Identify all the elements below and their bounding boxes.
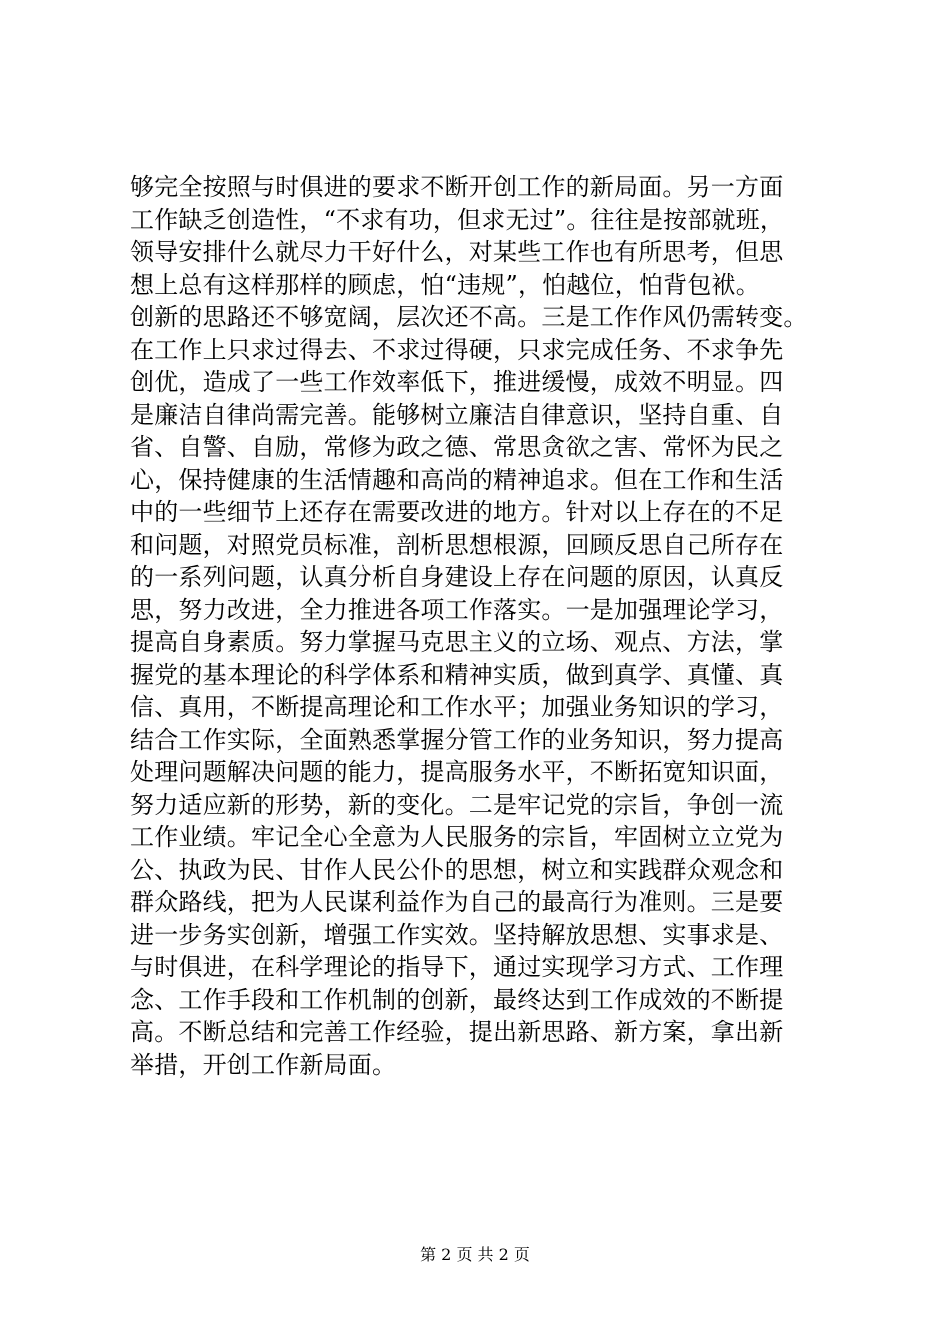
- text-line: 结合工作实际，全面熟悉掌握分管工作的业务知识，努力提高: [130, 725, 784, 754]
- text-line: 努力适应新的形势，新的变化。二是牢记党的宗旨，争创一流: [130, 790, 784, 819]
- text-line: 想上总有这样那样的顾虑，怕“违规”，怕越位，怕背包袱。: [130, 270, 760, 299]
- text-line: 领导安排什么就尽力干好什么，对某些工作也有所思考，但思: [130, 238, 784, 266]
- text-line: 握党的基本理论的科学体系和精神实质，做到真学、真懂、真: [130, 660, 784, 689]
- text-line: 念、工作手段和工作机制的创新，最终达到工作成效的不断提: [130, 985, 784, 1014]
- text-line: 工作业绩。牢记全心全意为人民服务的宗旨，牢固树立立党为: [130, 823, 784, 851]
- text-line: 省、自警、自励，常修为政之德、常思贪欲之害、常怀为民之: [130, 433, 784, 461]
- text-line: 中的一些细节上还存在需要改进的地方。针对以上存在的不足: [130, 498, 784, 526]
- text-line: 处理问题解决问题的能力，提高服务水平，不断拓宽知识面，: [130, 758, 784, 786]
- text-line: 够完全按照与时俱进的要求不断开创工作的新局面。另一方面: [130, 173, 784, 201]
- page-footer: [0, 1245, 950, 1265]
- text-line: 创优，造成了一些工作效率低下，推进缓慢，成效不明显。四: [130, 368, 784, 396]
- text-line: 是廉洁自律尚需完善。能够树立廉洁自律意识，坚持自重、自: [130, 400, 784, 429]
- text-line: 的一系列问题，认真分析自身建设上存在问题的原因，认真反: [130, 563, 784, 591]
- text-line: 举措，开创工作新局面。: [130, 1050, 397, 1079]
- text-line: 公、执政为民、甘作人民公仆的思想，树立和实践群众观念和: [130, 855, 784, 884]
- text-line: 高。不断总结和完善工作经验，提出新思路、新方案，拿出新: [130, 1018, 784, 1046]
- text-line: 心，保持健康的生活情趣和高尚的精神追求。但在工作和生活: [130, 465, 784, 494]
- text-line: 群众路线，把为人民谋利益作为自己的最高行为准则。三是要: [130, 888, 784, 916]
- body-text: [130, 171, 855, 1081]
- text-line: 与时俱进，在科学理论的指导下，通过实现学习方式、工作理: [130, 953, 784, 981]
- text-line: 提高自身素质。努力掌握马克思主义的立场、观点、方法，掌: [130, 628, 784, 656]
- text-line: 工作缺乏创造性，“不求有功，但求无过”。往往是按部就班，: [130, 205, 785, 234]
- page-number: 第 2 页 共 2 页: [420, 1245, 530, 1264]
- text-line: 创新的思路还不够宽阔，层次还不高。三是工作作风仍需转变。: [130, 303, 808, 331]
- text-line: 进一步务实创新，增强工作实效。坚持解放思想、实事求是、: [130, 920, 784, 949]
- text-line: 信、真用，不断提高理论和工作水平；加强业务知识的学习，: [130, 693, 784, 721]
- text-line: 思，努力改进，全力推进各项工作落实。一是加强理论学习，: [130, 595, 784, 624]
- text-line: 和问题，对照党员标准，剖析思想根源，回顾反思自己所存在: [130, 530, 784, 559]
- text-line: 在工作上只求过得去、不求过得硬，只求完成任务、不求争先: [130, 335, 784, 364]
